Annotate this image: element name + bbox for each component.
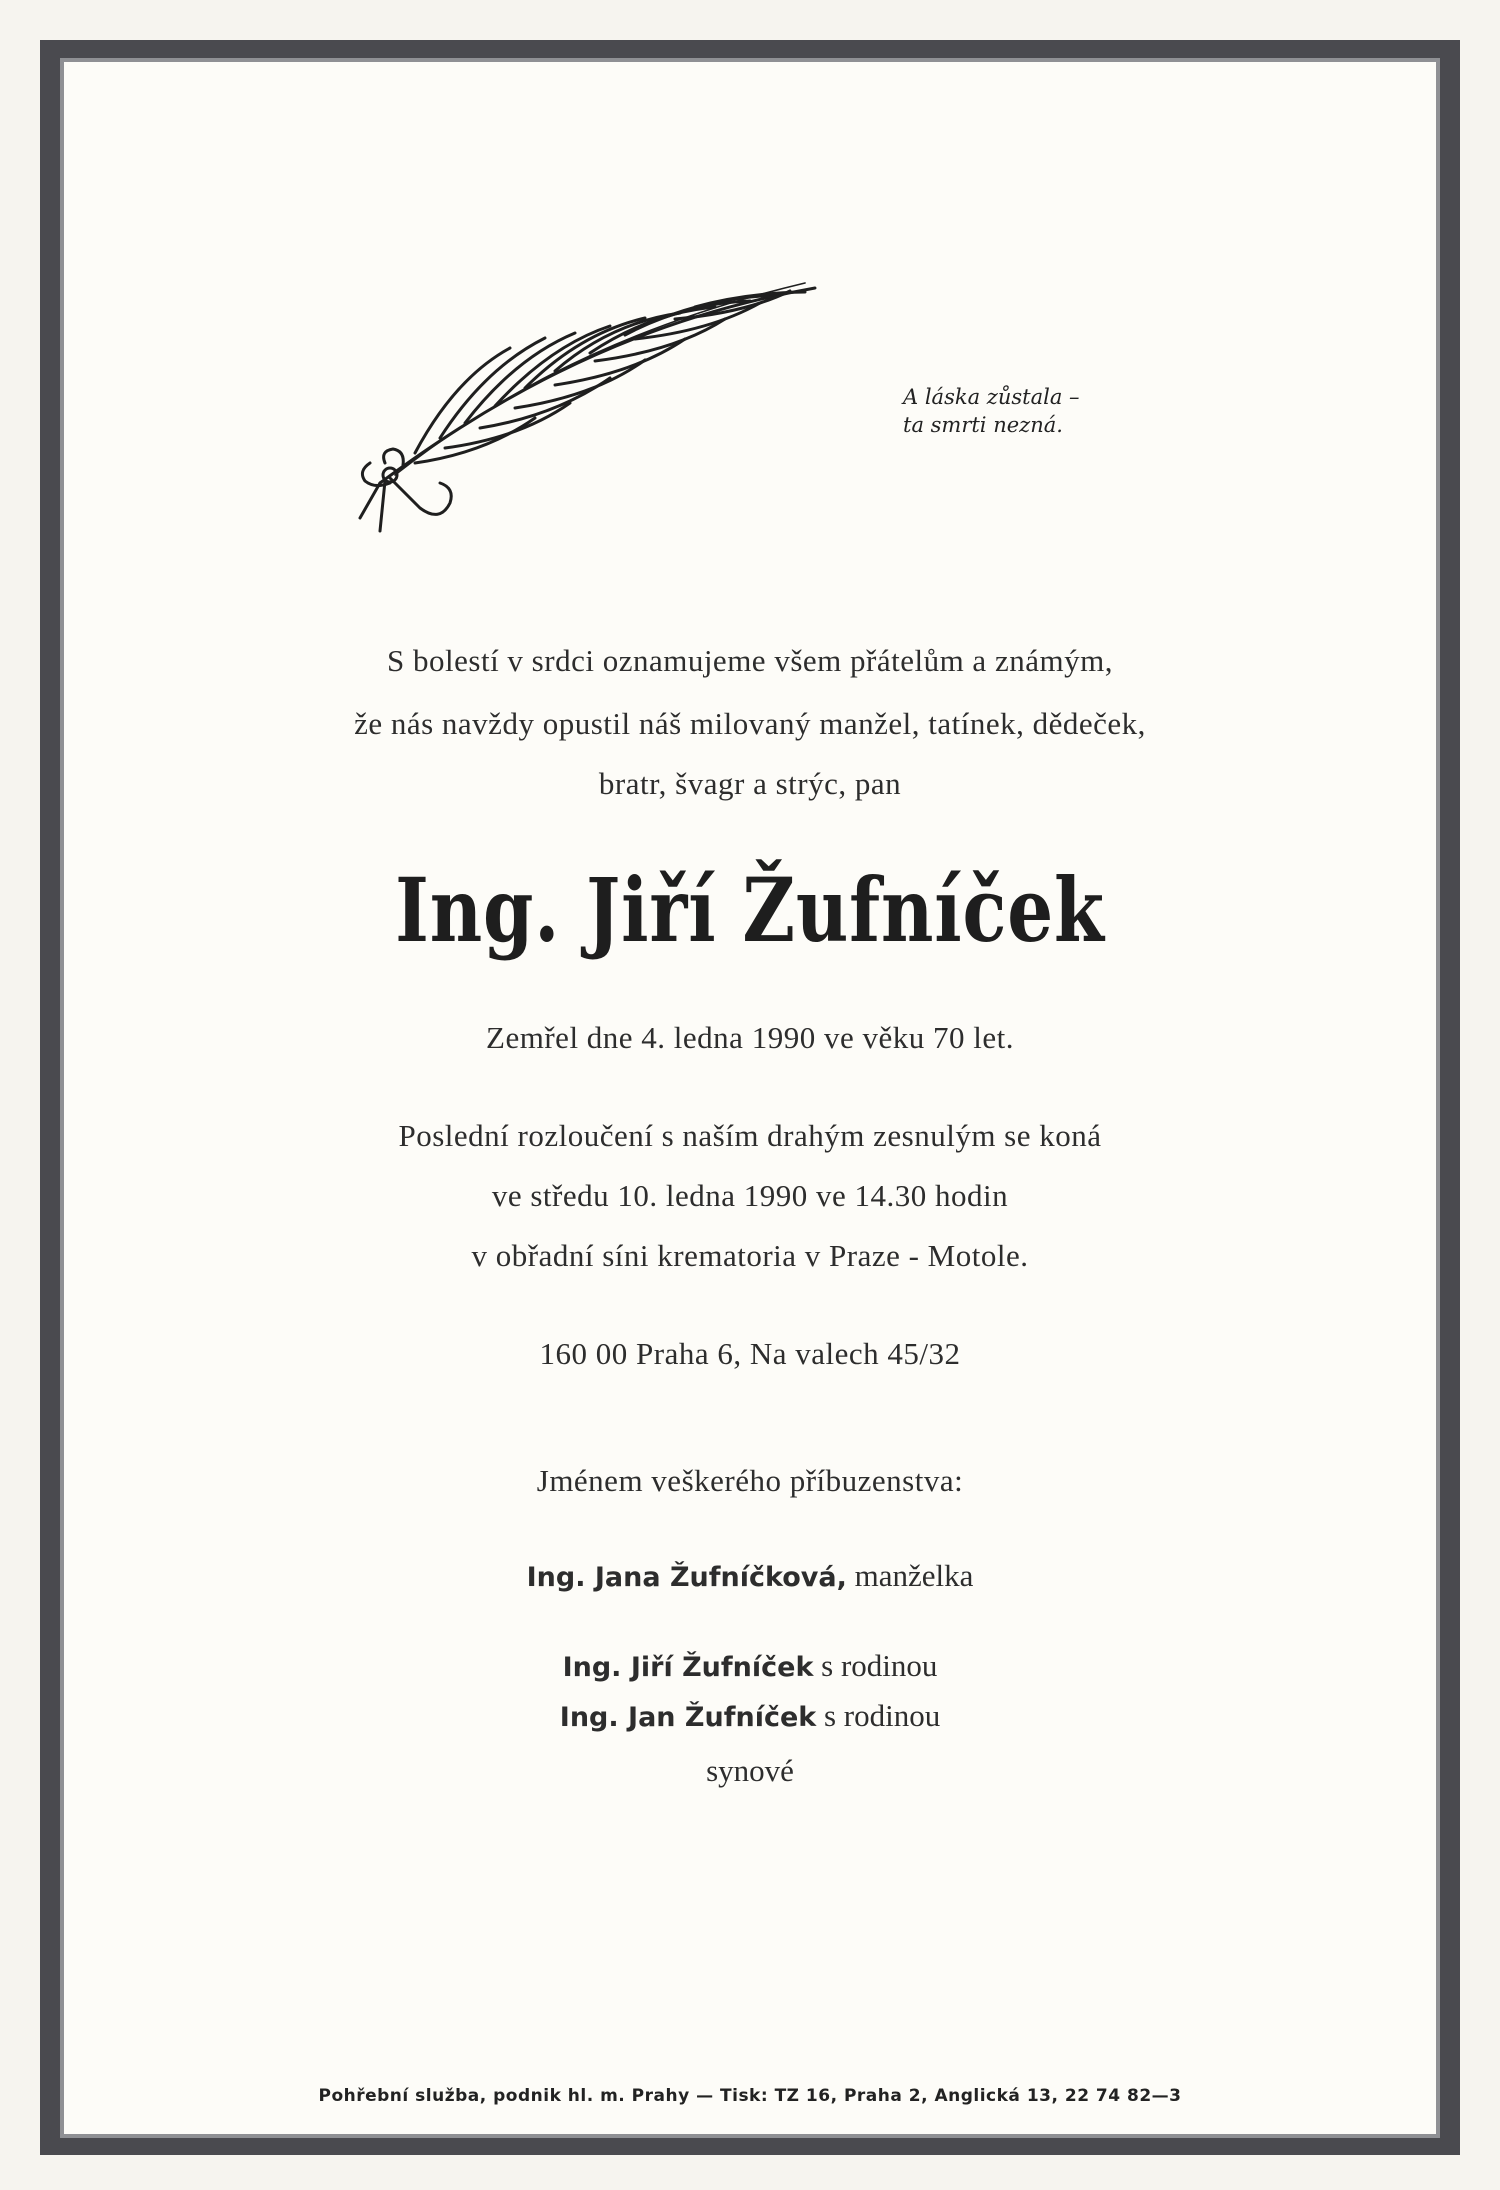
- signatory-name: Ing. Jana Žufníčková,: [526, 1562, 847, 1593]
- farewell-line-3: v obřadní síni krematoria v Praze - Motole.: [471, 1238, 1029, 1273]
- motto-line-1: A láska zůstala –: [903, 385, 1080, 409]
- signatory-relation: s rodinou: [821, 1648, 938, 1683]
- announcement-line-1: S bolestí v srdci oznamujeme všem přátelům a známým,: [387, 643, 1113, 678]
- announcement-line-3: bratr, švagr a strýc, pan: [598, 766, 902, 801]
- relatives-intro: Jménem veškerého příbuzenstva:: [536, 1463, 964, 1498]
- motto-line-2: ta smrti nezná.: [903, 413, 1063, 437]
- palm-branch-icon: [355, 263, 835, 553]
- signatory-relation: s rodinou: [823, 1698, 941, 1733]
- notice-paper: [60, 58, 1440, 2138]
- signatory-son-1: [60, 1648, 1440, 1684]
- announcement-line-2: že nás navždy opustil náš milovaný manžel, tatínek, dědeček,: [354, 706, 1146, 741]
- signatory-wife: [60, 1558, 1440, 1594]
- signatory-relation: manželka: [854, 1558, 974, 1593]
- farewell-line-1: Poslední rozloučení s naším drahým zesnulým se koná: [398, 1118, 1102, 1153]
- signatory-name: Ing. Jiří Žufníček: [562, 1652, 814, 1683]
- sons-label: synové: [706, 1753, 794, 1788]
- signatory-name: Ing. Jan Žufníček: [559, 1702, 817, 1733]
- farewell-line-2: ve středu 10. ledna 1990 ve 14.30 hodin: [491, 1178, 1009, 1213]
- signatory-son-2: [60, 1698, 1440, 1734]
- address: 160 00 Praha 6, Na valech 45/32: [539, 1336, 961, 1371]
- motto: [903, 383, 1163, 439]
- printer-footer: Pohřební služba, podnik hl. m. Prahy — Tisk: TZ 16, Praha 2, Anglická 13, 22 74 82—3: [318, 2086, 1182, 2106]
- notice-content: [60, 58, 1440, 2138]
- deceased-name: Ing. Jiří Žufníček: [395, 858, 1105, 962]
- death-info: Zemřel dne 4. ledna 1990 ve věku 70 let.: [486, 1020, 1014, 1055]
